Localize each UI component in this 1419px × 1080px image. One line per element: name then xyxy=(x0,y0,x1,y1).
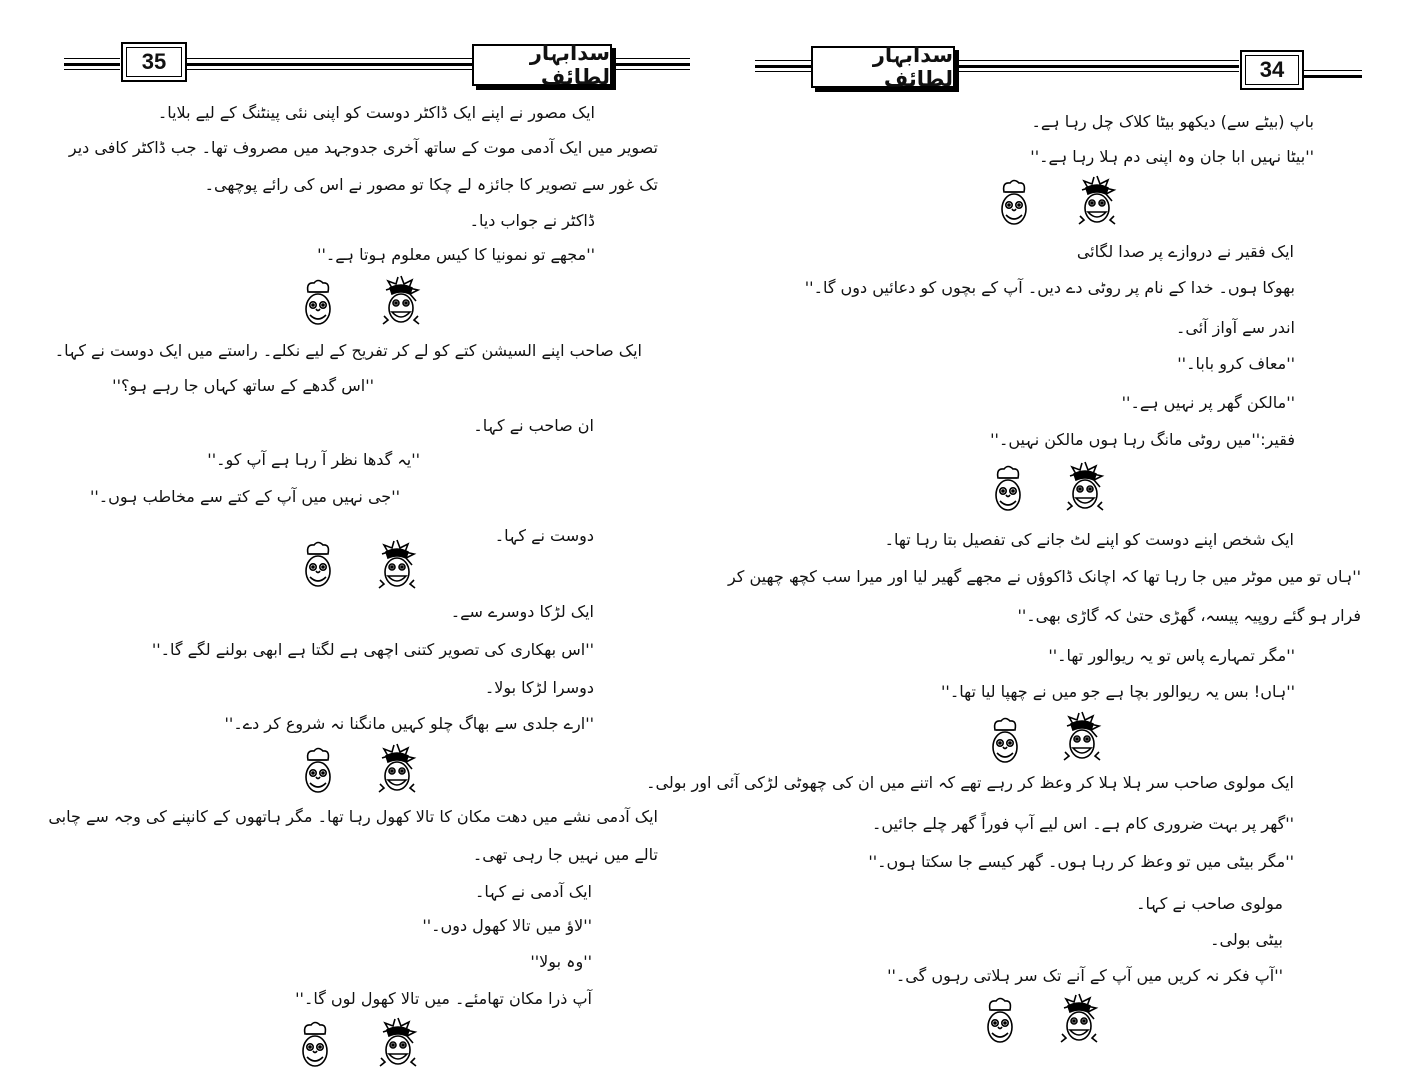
text-line: ایک مصور نے اپنے ایک ڈاکٹر دوست کو اپنی نئی پینٹنگ کے لیے بلایا۔ xyxy=(157,103,595,122)
header-rule xyxy=(186,58,472,59)
header-rule xyxy=(1302,70,1362,71)
grinning-face-icon xyxy=(1056,992,1102,1048)
book-title-box xyxy=(472,41,612,89)
header-rule xyxy=(957,60,1239,61)
page-number-text: 35 xyxy=(141,49,167,74)
text-line: ''مگر بیٹی میں تو وعظ کر رہا ہوں۔ گھر کیسے جا سکتا ہوں۔'' xyxy=(868,852,1294,871)
chef-face-icon xyxy=(980,996,1020,1048)
text-line: ایک صاحب اپنے السیشن کتے کو لے کر تفریح کے لیے نکلے۔ راستے میں ایک دوست نے کہا۔ xyxy=(54,341,642,360)
page-number-text: 34 xyxy=(1259,57,1285,82)
header-rule xyxy=(1302,75,1362,78)
header-rule xyxy=(64,63,120,66)
page-35 xyxy=(0,0,700,1080)
text-line: ''اس بھکاری کی تصویر کتنی اچھی ہے لگتا ہے ابھی بولنے لگے گا۔'' xyxy=(151,640,594,659)
text-line: دوست نے کہا۔ xyxy=(494,526,594,545)
text-line: ''ہاں! بس یہ ریوالور بچا ہے جو میں نے چھپا لیا تھا۔'' xyxy=(941,682,1295,701)
chef-face-icon xyxy=(988,464,1028,516)
header-rule xyxy=(64,69,120,70)
text-line: ایک لڑکا دوسرے سے۔ xyxy=(450,602,594,621)
text-line: ''مجھے تو نمونیا کا کیس معلوم ہوتا ہے۔'' xyxy=(317,245,595,264)
text-line: ایک فقیر نے دروازے پر صدا لگائی xyxy=(1076,242,1294,261)
text-line: ''گھر پر بہت ضروری کام ہے۔ اس لیے آپ فوراً گھر چلے جائیں۔ xyxy=(871,814,1294,833)
text-line: ''مگر تمہارے پاس تو یہ ریوالور تھا۔'' xyxy=(1048,646,1295,665)
text-line: تالے میں نہیں جا رہی تھی۔ xyxy=(472,845,658,864)
grinning-face-icon xyxy=(378,274,424,330)
chef-face-icon xyxy=(985,716,1025,768)
text-line: دوسرا لڑکا بولا۔ xyxy=(484,678,594,697)
text-line: باپ (بیٹے سے) دیکھو بیٹا کلاک چل رہا ہے۔ xyxy=(1031,112,1314,131)
header-rule xyxy=(612,63,690,66)
page-number xyxy=(121,42,187,82)
text-line: تک غور سے تصویر کا جائزہ لے چکا تو مصور نے اس کی رائے پوچھی۔ xyxy=(204,175,658,194)
grinning-face-icon xyxy=(1074,174,1120,230)
header-rule xyxy=(186,69,472,70)
text-line: ڈاکٹر نے جواب دیا۔ xyxy=(469,211,595,230)
header-rule xyxy=(957,65,1239,68)
chef-face-icon xyxy=(298,746,338,798)
book-title: سدابہار لطائف xyxy=(872,43,953,91)
header-rule xyxy=(755,60,811,61)
text-line: آپ ذرا مکان تھامئے۔ میں تالا کھول لوں گا۔'' xyxy=(295,989,592,1008)
text-line: فقیر:''میں روٹی مانگ رہا ہوں مالکن نہیں۔'' xyxy=(990,430,1295,449)
header-rule xyxy=(612,58,690,59)
text-line: ''ارے جلدی سے بھاگ چلو کہیں مانگنا نہ شروع کر دے۔'' xyxy=(224,714,594,733)
text-line: ''بیٹا نہیں ابا جان وہ اپنی دم ہلا رہا ہے۔'' xyxy=(1030,147,1314,166)
book-title: سدابہار لطائف xyxy=(529,41,610,89)
text-line: مولوی صاحب نے کہا۔ xyxy=(1136,894,1283,913)
grinning-face-icon xyxy=(1059,710,1105,766)
text-line: بھوکا ہوں۔ خدا کے نام پر روٹی دے دیں۔ آپ کے بچوں کو دعائیں دوں گا۔'' xyxy=(804,278,1295,297)
text-line: ''جی نہیں میں آپ کے کتے سے مخاطب ہوں۔'' xyxy=(89,487,400,506)
chef-face-icon xyxy=(298,540,338,592)
chef-face-icon xyxy=(298,278,338,330)
page-number xyxy=(1240,50,1304,90)
text-line: ایک آدمی نے کہا۔ xyxy=(474,882,592,901)
chef-face-icon xyxy=(994,178,1034,230)
text-line: ایک شخص اپنے دوست کو اپنے لٹ جانے کی تفصیل بتا رہا تھا۔ xyxy=(884,530,1294,549)
grinning-face-icon xyxy=(1062,460,1108,516)
text-line: ایک آدمی نشے میں دھت مکان کا تالا کھول رہا تھا۔ مگر ہاتھوں کے کانپنے کی وجہ سے چابی xyxy=(48,807,658,826)
text-line: تصویر میں ایک آدمی موت کے ساتھ آخری جدوجہد میں مصروف تھا۔ جب ڈاکٹر کافی دیر xyxy=(68,138,658,157)
header-rule xyxy=(755,71,811,72)
header-rule xyxy=(957,71,1239,72)
header-rule xyxy=(64,58,120,59)
text-line: ''وہ بولا'' xyxy=(530,952,592,971)
text-line: ''ہاں تو میں موٹر میں جا رہا تھا کہ اچانک ڈاکوؤں نے مجھے گھیر لیا اور میرا سب کچھ چھین کر xyxy=(727,567,1361,586)
text-line: اندر سے آواز آئی۔ xyxy=(1175,318,1295,337)
book-title-box xyxy=(811,43,955,91)
text-line: ''آپ فکر نہ کریں میں آپ کے آنے تک سر ہلاتی رہوں گی۔'' xyxy=(887,966,1283,985)
chef-face-icon xyxy=(295,1020,335,1072)
text-line: فرار ہو گئے روپیہ پیسہ، گھڑی حتیٰ کہ گاڑی بھی۔'' xyxy=(1017,606,1361,625)
page-34 xyxy=(646,0,1419,1080)
text-line: ''مالکن گھر پر نہیں ہے۔'' xyxy=(1121,393,1295,412)
header-rule xyxy=(755,65,811,68)
grinning-face-icon xyxy=(375,1016,421,1072)
header-rule xyxy=(186,63,472,66)
text-line: ''معاف کرو بابا۔'' xyxy=(1177,354,1295,373)
text-line: بیٹی بولی۔ xyxy=(1210,930,1283,949)
text-line: ایک مولوی صاحب سر ہلا ہلا کر وعظ کر رہے تھے کہ اتنے میں ان کی چھوٹی لڑکی آئی اور بولی۔ xyxy=(646,773,1294,792)
text-line: ''لاؤ میں تالا کھول دوں۔'' xyxy=(422,916,592,935)
header-rule xyxy=(612,69,690,70)
text-line: ان صاحب نے کہا۔ xyxy=(473,416,594,435)
grinning-face-icon xyxy=(374,742,420,798)
text-line: ''یہ گدھا نظر آ رہا ہے آپ کو۔'' xyxy=(207,450,420,469)
grinning-face-icon xyxy=(374,538,420,594)
text-line: ''اس گدھے کے ساتھ کہاں جا رہے ہو؟'' xyxy=(112,376,374,395)
